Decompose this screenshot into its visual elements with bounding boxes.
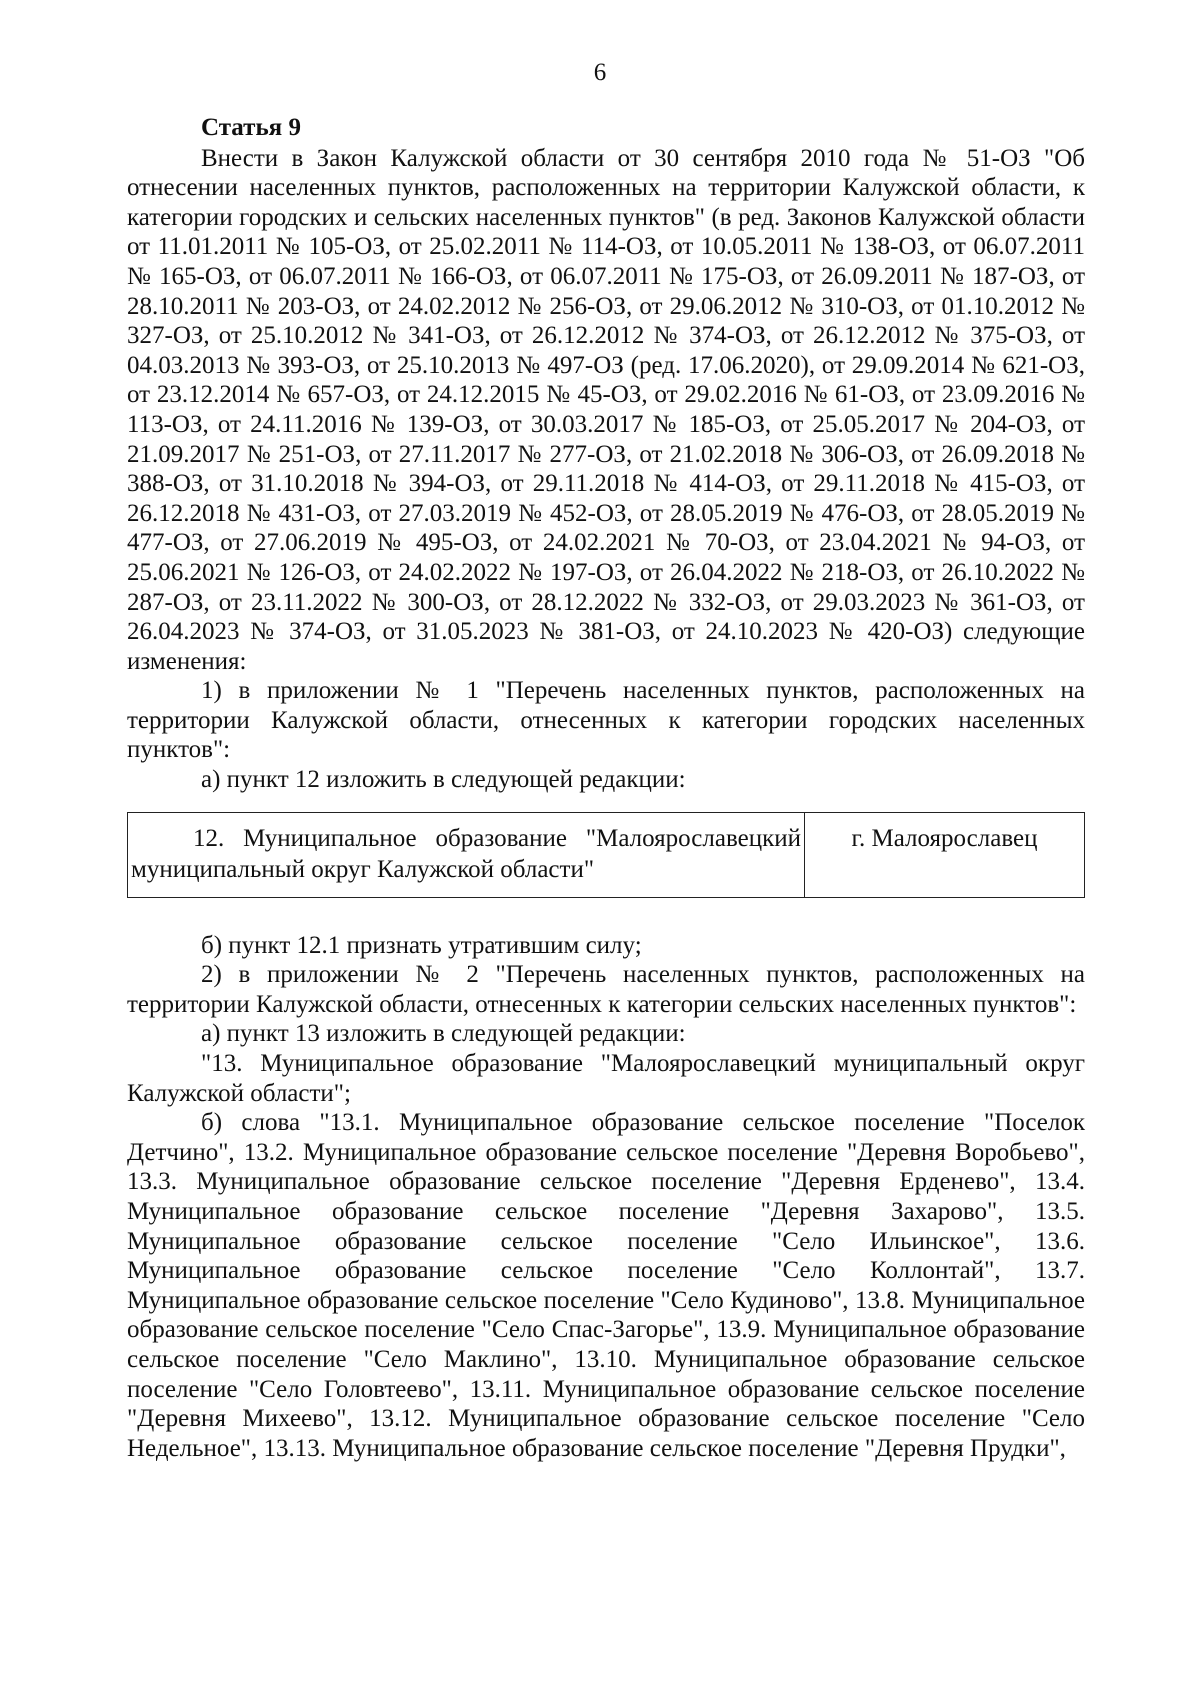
item-2a-paragraph: а) пункт 13 изложить в следующей редакции: [201, 1020, 686, 1048]
item-2-paragraph: 2) в приложении № 2 "Перечень населенных пунктов, расположенных на территории Калужской области, отнесенных к категории сельских населенных пунктов": [127, 961, 1085, 1018]
item-2a-text-paragraph: "13. Муниципальное образование "Малоярославецкий муниципальный округ Калужской области"; [127, 1050, 1085, 1107]
spacer [127, 795, 1085, 812]
spacer [127, 898, 1085, 931]
document-body [127, 113, 1085, 1463]
page-number: 6 [593, 59, 607, 86]
table-cell-municipal-entity: 12. Муниципальное образование "Малоярославецкий муниципальный округ Калужской области" [128, 812, 805, 897]
item-2b-paragraph: б) слова "13.1. Муниципальное образование сельское поселение "Поселок Детчино", 13.2. Муниципальное образование сельское поселение "Деревня Воробьево", 13.3. Муниципальное образование сельское поселение "Деревня Ерденево", 13.4. Муниципальное образование сельское поселение "Деревня Захарово", 13.5. Муниципальное образование сельское поселение "Село Ильинское", 13.6. Муниципальное образование сельское поселение "Село Коллонтай", 13.7. Муниципальное образование сельское поселение "Село Кудиново", 13.8. Муниципальное образование сельское поселение "Село Спас-Загорье", 13.9. Муниципальное образование сельское поселение "Село Маклино", 13.10. Муниципальное образование сельское поселение "Село Головтеево", 13.11. Муниципальное образование сельское поселение "Деревня Михеево", 13.12. Муниципальное образование сельское поселение "Село Недельное", 13.13. Муниципальное образование сельское поселение "Деревня Прудки", [127, 1109, 1085, 1462]
item-1a-paragraph: а) пункт 12 изложить в следующей редакции: [201, 766, 686, 794]
article-heading: Статья 9 [201, 114, 301, 141]
item-1b-paragraph: б) пункт 12.1 признать утратившим силу; [201, 931, 642, 959]
table-cell-city: г. Малоярославец [805, 812, 1085, 897]
article-intro-paragraph: Внести в Закон Калужской области от 30 сентября 2010 года № 51-ОЗ "Об отнесении населенных пунктов, расположенных на территории Калужской области, к категории городских и сельских населенных пунктов" (в ред. Законов Калужской области от 11.01.2011 № 105-ОЗ, от 25.02.2011 № 114-ОЗ, от 10.05.2011 № 138-ОЗ, от 06.07.2011 № 165-ОЗ, от 06.07.2011 № 166-ОЗ, от 06.07.2011 № 175-ОЗ, от 26.09.2011 № 187-ОЗ, от 28.10.2011 № 203-ОЗ, от 24.02.2012 № 256-ОЗ, от 29.06.2012 № 310-ОЗ, от 01.10.2012 № 327-ОЗ, от 25.10.2012 № 341-ОЗ, от 26.12.2012 № 374-ОЗ, от 26.12.2012 № 375-ОЗ, от 04.03.2013 № 393-ОЗ, от 25.10.2013 № 497-ОЗ (ред. 17.06.2020), от 29.09.2014 № 621-ОЗ, от 23.12.2014 № 657-ОЗ, от 24.12.2015 № 45-ОЗ, от 29.02.2016 № 61-ОЗ, от 23.09.2016 № 113-ОЗ, от 24.11.2016 № 139-ОЗ, от 30.03.2017 № 185-ОЗ, от 25.05.2017 № 204-ОЗ, от 21.09.2017 № 251-ОЗ, от 27.11.2017 № 277-ОЗ, от 21.02.2018 № 306-ОЗ, от 26.09.2018 № 388-ОЗ, от 31.10.2018 № 394-ОЗ, от 29.11.2018 № 414-ОЗ, от 29.11.2018 № 415-ОЗ, от 26.12.2018 № 431-ОЗ, от 27.03.2019 № 452-ОЗ, от 28.05.2019 № 476-ОЗ, от 28.05.2019 № 477-ОЗ, от 27.06.2019 № 495-ОЗ, от 24.02.2021 № 70-ОЗ, от 23.04.2021 № 94-ОЗ, от 25.06.2021 № 126-ОЗ, от 24.02.2022 № 197-ОЗ, от 26.04.2022 № 218-ОЗ, от 26.10.2022 № 287-ОЗ, от 23.11.2022 № 300-ОЗ, от 28.12.2022 № 332-ОЗ, от 29.03.2023 № 361-ОЗ, от 26.04.2023 № 374-ОЗ, от 31.05.2023 № 381-ОЗ, от 24.10.2023 № 420-ОЗ) следующие изменения: [127, 144, 1085, 675]
item-1-paragraph: 1) в приложении № 1 "Перечень населенных пунктов, расположенных на территории Калужской области, отнесенных к категории городских населенных пунктов": [127, 677, 1085, 764]
table-row [128, 812, 1085, 897]
amendment-table [127, 812, 1085, 898]
